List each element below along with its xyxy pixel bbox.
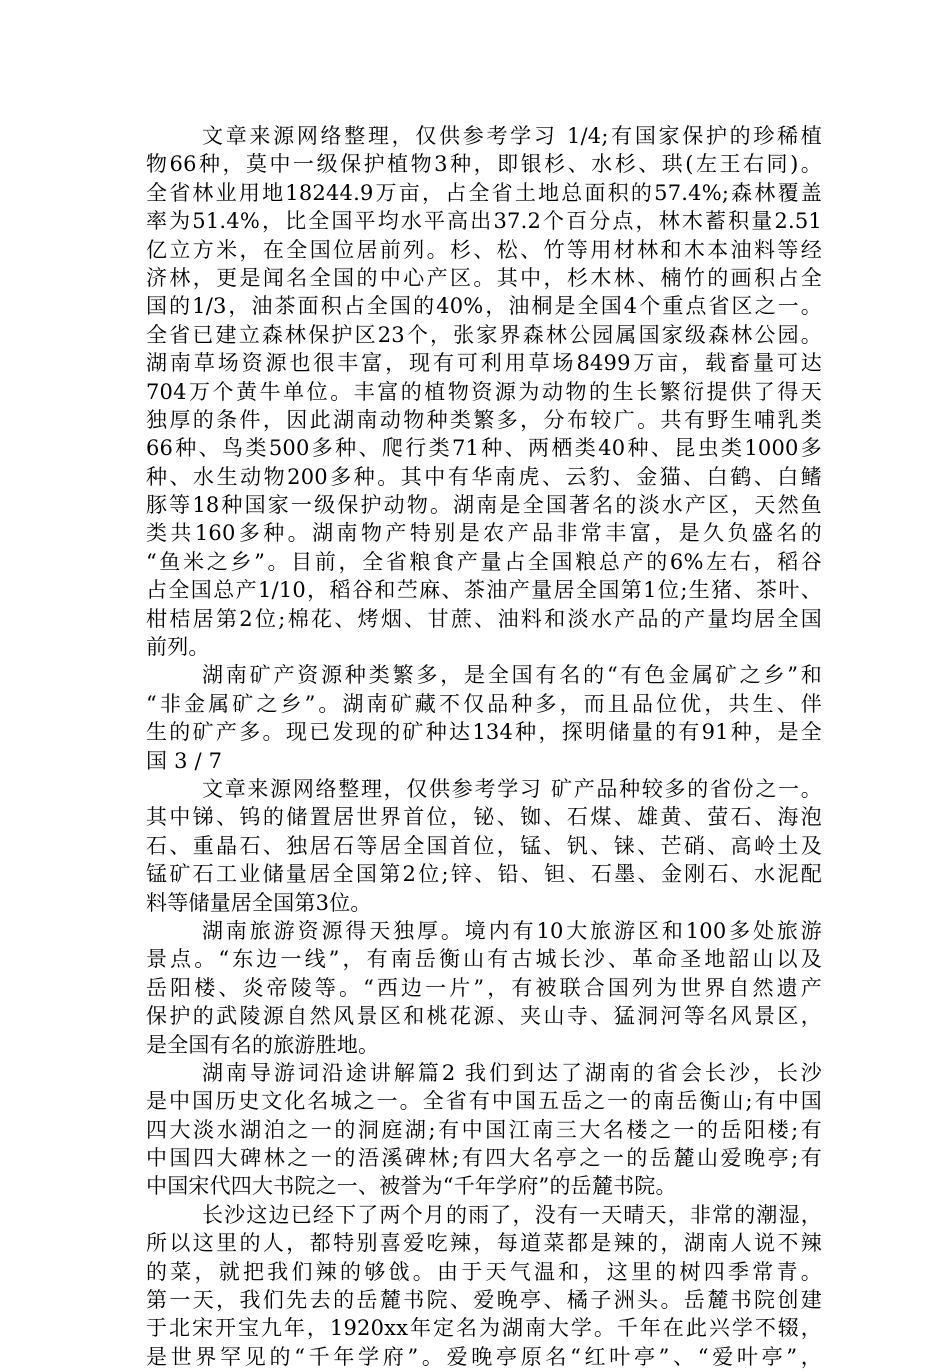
text-line: 前列。 xyxy=(146,635,210,660)
text-line: 是全国有名的旅游胜地。 xyxy=(146,1032,380,1057)
text-line: “鱼米之乡”。目前，全省粮食产量占全国粮总产的6%左右，稻谷 xyxy=(146,549,822,574)
text-line: 占全国总产1/10，稻谷和苎麻、茶油产量居全国第1位;生猪、茶叶、 xyxy=(146,578,822,603)
paragraph-first-line: 湖南旅游资源得天独厚。境内有10大旅游区和100多处旅游 xyxy=(202,918,822,943)
text-line: 亿立方米，在全国位居前列。杉、松、竹等用材林和木本油料等经 xyxy=(146,237,822,262)
text-line: 是世界罕见的“千年学府”。爱晚亭原名“红叶亭”、“爱叶亭”， xyxy=(146,1344,822,1369)
text-line: 于北宋开宝九年，1920xx年定名为湖南大学。千年在此兴学不辍， xyxy=(146,1316,822,1341)
text-line: 66种、鸟类500多种、爬行类71种、两栖类40种、昆虫类1000多 xyxy=(146,436,822,461)
text-line: 锰矿石工业储量居全国第2位;锌、铅、钽、石墨、金刚石、水泥配 xyxy=(146,862,822,887)
paragraph-first-line: 湖南导游词沿途讲解篇2 我们到达了湖南的省会长沙，长沙 xyxy=(202,1060,822,1085)
text-line: 岳阳楼、炎帝陵等。“西边一片”，有被联合国列为世界自然遗产 xyxy=(146,975,822,1000)
text-line: 四大淡水湖泊之一的洞庭湖;有中国江南三大名楼之一的岳阳楼;有 xyxy=(146,1117,822,1142)
paragraph-first-line: 长沙这边已经下了两个月的雨了，没有一天晴天，非常的潮湿， xyxy=(202,1202,822,1227)
paragraph-first-line: 文章来源网络整理，仅供参考学习 矿产品种较多的省份之一。 xyxy=(202,776,822,801)
text-line: 所以这里的人，都特别喜爱吃辣，每道菜都是辣的，湖南人说不辣 xyxy=(146,1231,822,1256)
paragraph-first-line: 湖南矿产资源种类繁多，是全国有名的“有色金属矿之乡”和 xyxy=(202,663,822,688)
text-line: 的菜，就把我们辣的够戗。由于天气温和，这里的树四季常青。 xyxy=(146,1259,822,1284)
text-line: 全省林业用地18244.9万亩，占全省土地总面积的57.4%;森林覆盖 xyxy=(146,180,822,205)
text-line: 豚等18种国家一级保护动物。湖南是全国著名的淡水产区，天然鱼 xyxy=(146,493,822,518)
text-line: 704万个黄牛单位。丰富的植物资源为动物的生长繁衍提供了得天 xyxy=(146,379,822,404)
text-line: 全省已建立森林保护区23个，张家界森林公园属国家级森林公园。 xyxy=(146,322,822,347)
text-line: 中国四大碑林之一的浯溪碑林;有四大名亭之一的岳麓山爱晚亭;有 xyxy=(146,1146,822,1171)
text-line: 是中国历史文化名城之一。全省有中国五岳之一的南岳衡山;有中国 xyxy=(146,1089,822,1114)
text-line: 类共160多种。湖南物产特别是农产品非常丰富，是久负盛名的 xyxy=(146,521,822,546)
text-line: 独厚的条件，因此湖南动物种类繁多，分布较广。共有野生哺乳类 xyxy=(146,407,822,432)
text-line: 济林，更是闻名全国的中心产区。其中，杉木林、楠竹的画积占全 xyxy=(146,265,822,290)
text-line: 湖南草场资源也很丰富，现有可利用草场8499万亩，载畜量可达 xyxy=(146,351,822,376)
text-line: 国 3 / 7 xyxy=(146,748,223,773)
text-line: 率为51.4%，比全国平均水平高出37.2个百分点，林木蓄积量2.51 xyxy=(146,209,822,234)
paragraph-first-line: 文章来源网络整理，仅供参考学习 1/4;有国家保护的珍稀植 xyxy=(202,124,822,148)
text-line: 料等储量居全国第3位。 xyxy=(146,890,372,915)
text-line: 石、重晶石、独居石等居全国首位，锰、钒、铼、芒硝、高岭土及 xyxy=(146,833,822,858)
text-line: 第一天，我们先去的岳麓书院、爱晚亭、橘子洲头。岳麓书院创建 xyxy=(146,1288,822,1313)
text-line: 种、水生动物200多种。其中有华南虎、云豹、金猫、白鹤、白鳍 xyxy=(146,464,822,489)
text-line: 国的1/3，油茶面积占全国的40%，油桐是全国4个重点省区之一。 xyxy=(146,294,822,319)
text-line: 景点。“东边一线”，有南岳衡山有古城长沙、革命圣地韶山以及 xyxy=(146,947,822,972)
text-line: 中国宋代四大书院之一、被誉为“千年学府”的岳麓书院。 xyxy=(146,1174,677,1199)
text-line: 柑桔居第2位;棉花、烤烟、甘蔗、油料和淡水产品的产量均居全国 xyxy=(146,606,822,631)
document-page xyxy=(146,122,822,1371)
text-line: 其中锑、钨的储置居世界首位，铋、铷、石煤、雄黄、萤石、海泡 xyxy=(146,805,822,830)
text-line: 生的矿产多。现已发现的矿种达134种，探明储量的有91种，是全 xyxy=(146,720,822,745)
text-line: 保护的武陵源自然风景区和桃花源、夹山寺、猛洞河等名风景区， xyxy=(146,1004,822,1029)
text-line: “非金属矿之乡”。湖南矿藏不仅品种多，而且品位优，共生、伴 xyxy=(146,691,822,716)
text-line: 物66种，莫中一级保护植物3种，即银杉、水杉、珙(左王右同)。 xyxy=(146,152,822,177)
